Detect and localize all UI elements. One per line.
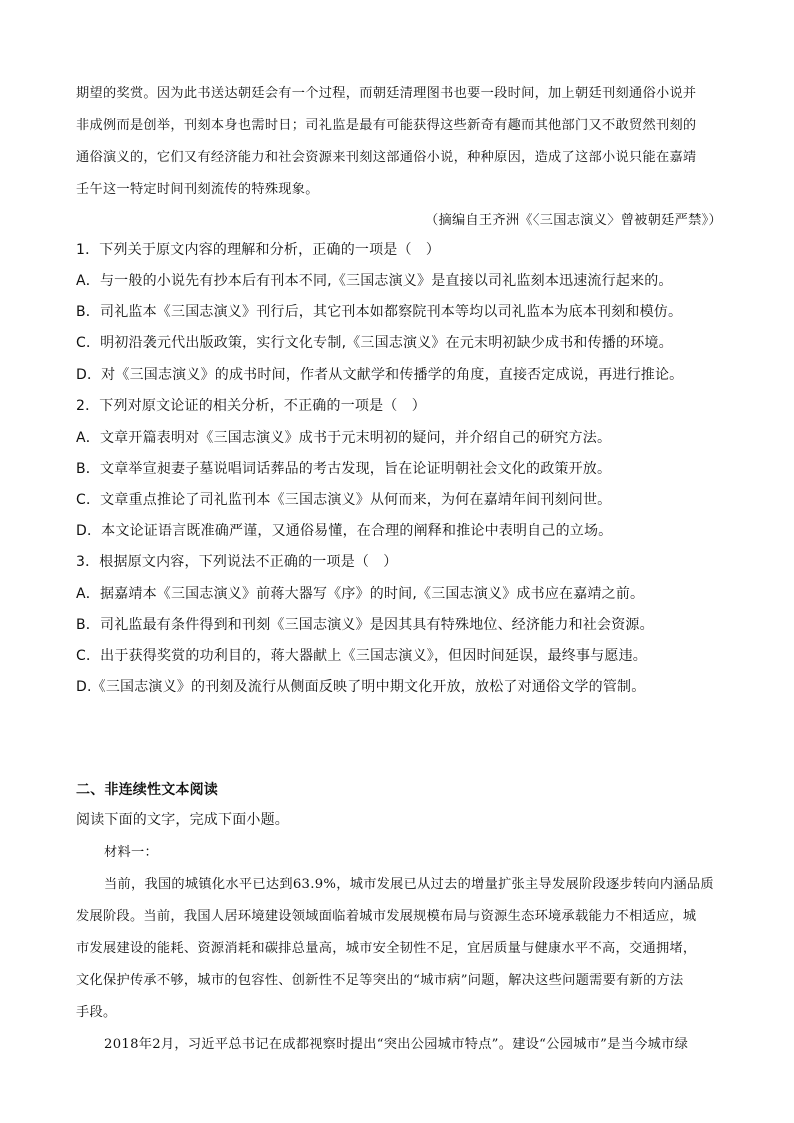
question-option: D.《三国志演义》的刊刻及流行从侧面反映了明中期文化开放，放松了对通俗文学的管制。 bbox=[76, 679, 646, 695]
question-stem: 3．根据原文内容，下列说法不正确的一项是（ ） bbox=[76, 554, 398, 570]
question-option: B．司礼监本《三国志演义》刊行后，其它刊本如都察院刊本等均以司礼监本为底本刊刻和模仿。 bbox=[76, 304, 683, 320]
question-option: C．文章重点推论了司礼监刊本《三国志演义》从何而来，为何在嘉靖年间刊刻问世。 bbox=[76, 492, 612, 508]
material-line: 手段。 bbox=[76, 1005, 117, 1020]
material-line: 2018年2月，习近平总书记在成都视察时提出“突出公园城市特点”。建设“公园城市”是当今城市绿 bbox=[104, 1037, 689, 1052]
material-label: 材料一： bbox=[104, 845, 158, 860]
material-line: 市发展建设的能耗、资源消耗和碳排总量高，城市安全韧性不足，宜居质量与健康水平不高，交通拥堵， bbox=[76, 941, 697, 956]
passage-line: 非成例而是创举，刊刻本身也需时日；司礼监是最有可能获得这些新奇有趣而其他部门又不敢贸然刊刻的 bbox=[76, 118, 697, 133]
question-stem: 1．下列关于原文内容的理解和分析，正确的一项是（ ） bbox=[76, 242, 441, 258]
question-option: C．出于获得奖赏的功利目的，蒋大器献上《三国志演义》，但因时间延误，最终事与愿违。 bbox=[76, 648, 647, 664]
material-line: 文化保护传承不够，城市的包容性、创新性不足等突出的“城市病”问题，解决这些问题需要有新的方法 bbox=[76, 973, 684, 988]
question-option: B．司礼监最有条件得到和刊刻《三国志演义》是因其具有特殊地位、经济能力和社会资源。 bbox=[76, 617, 654, 633]
question-option: A．据嘉靖本《三国志演义》前蒋大器写《序》的时间,《三国志演义》成书应在嘉靖之前。 bbox=[76, 586, 645, 602]
question-stem: 2．下列对原文论证的相关分析，不正确的一项是（ ） bbox=[76, 398, 426, 414]
question-option: B．文章举宣昶妻子墓说唱词话葬品的考古发现，旨在论证明朝社会文化的政策开放。 bbox=[76, 461, 612, 477]
question-option: A．文章开篇表明对《三国志演义》成书于元末明初的疑问，并介绍自己的研究方法。 bbox=[76, 430, 612, 446]
passage-line: 壬午这一特定时间刊刻流传的特殊现象。 bbox=[76, 182, 319, 197]
material-line: 发展阶段。当前，我国人居环境建设领域面临着城市发展规模布局与资源生态环境承载能力不相适应，城 bbox=[76, 909, 697, 924]
section-instruction: 阅读下面的文字，完成下面小题。 bbox=[76, 812, 289, 828]
question-option: D．对《三国志演义》的成书时间，作者从文献学和传播学的角度，直接否定成说，再进行推论。 bbox=[76, 367, 684, 383]
section-heading: 二、非连续性文本阅读 bbox=[76, 782, 218, 798]
material-line: 当前，我国的城镇化水平已达到63.9%，城市发展已从过去的增量扩张主导发展阶段逐步转向内涵品质 bbox=[104, 877, 714, 892]
passage-line: 通俗演义的，它们又有经济能力和社会资源来刊刻这部通俗小说，种种原因，造成了这部小说只能在嘉靖 bbox=[76, 150, 697, 165]
question-option: C．明初沿袭元代出版政策，实行文化专制,《三国志演义》在元末明初缺少成书和传播的环境。 bbox=[76, 335, 673, 351]
question-option: D．本文论证语言既准确严谨，又通俗易懂，在合理的阐释和推论中表明自己的立场。 bbox=[76, 523, 613, 539]
passage-line: 期望的奖赏。因为此书送达朝廷会有一个过程，而朝廷清理图书也要一段时间，加上朝廷刊刻通俗小说并 bbox=[76, 86, 697, 101]
question-option: A．与一般的小说先有抄本后有刊本不同,《三国志演义》是直接以司礼监刻本迅速流行起来的。 bbox=[76, 273, 673, 289]
passage-source: （摘编自王齐洲《〈三国志演义〉曾被朝廷严禁》） bbox=[424, 213, 722, 228]
